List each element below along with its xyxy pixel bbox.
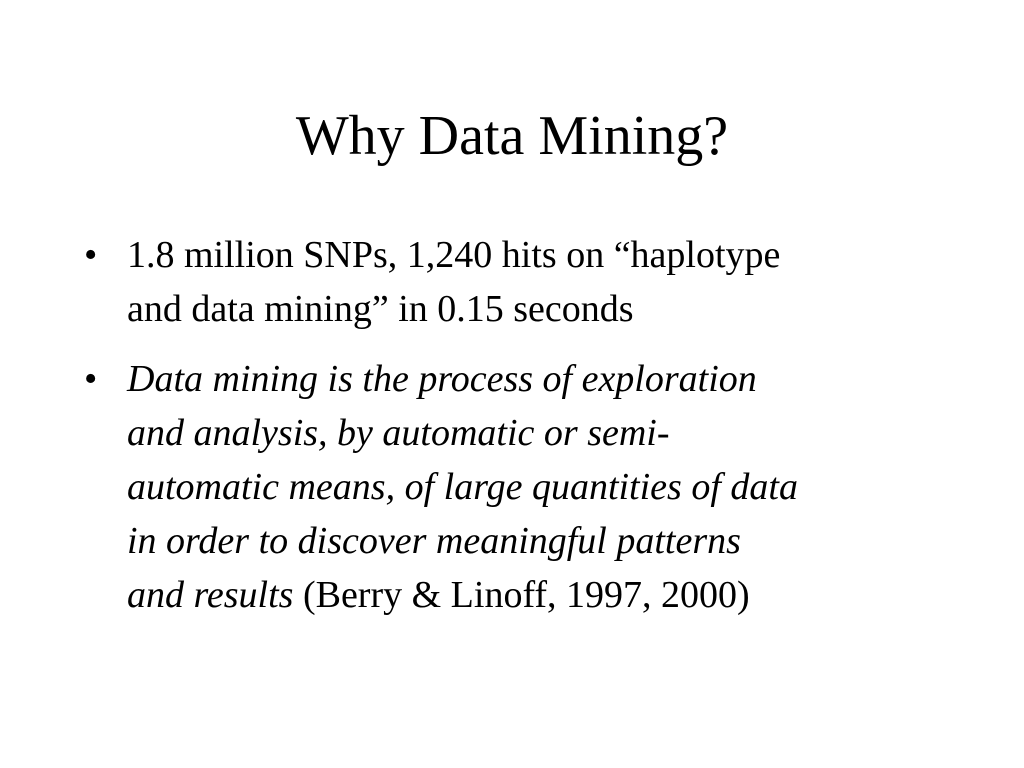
- bullet-item-search-stats: [84, 228, 964, 336]
- definition-line: and analysis, by automatic or semi-: [127, 412, 670, 454]
- bullet-marker: •: [84, 234, 98, 276]
- definition-line: in order to discover meaningful patterns: [127, 520, 741, 562]
- definition-line: automatic means, of large quantities of data: [127, 466, 798, 508]
- slide-title: Why Data Mining?: [295, 105, 729, 167]
- definition-line: Data mining is the process of exploration: [127, 358, 757, 400]
- definition-italic-end: and results: [127, 574, 294, 616]
- bullet-item-definition: [84, 352, 964, 622]
- citation: (Berry & Linoff, 1997, 2000): [293, 574, 750, 616]
- bullet-text-line: and data mining” in 0.15 seconds: [127, 288, 634, 330]
- bullet-marker: •: [84, 358, 98, 400]
- definition-last-line: [127, 568, 964, 622]
- bullet-text-line: 1.8 million SNPs, 1,240 hits on “haplotype: [127, 234, 781, 276]
- bullet-list: [84, 228, 964, 622]
